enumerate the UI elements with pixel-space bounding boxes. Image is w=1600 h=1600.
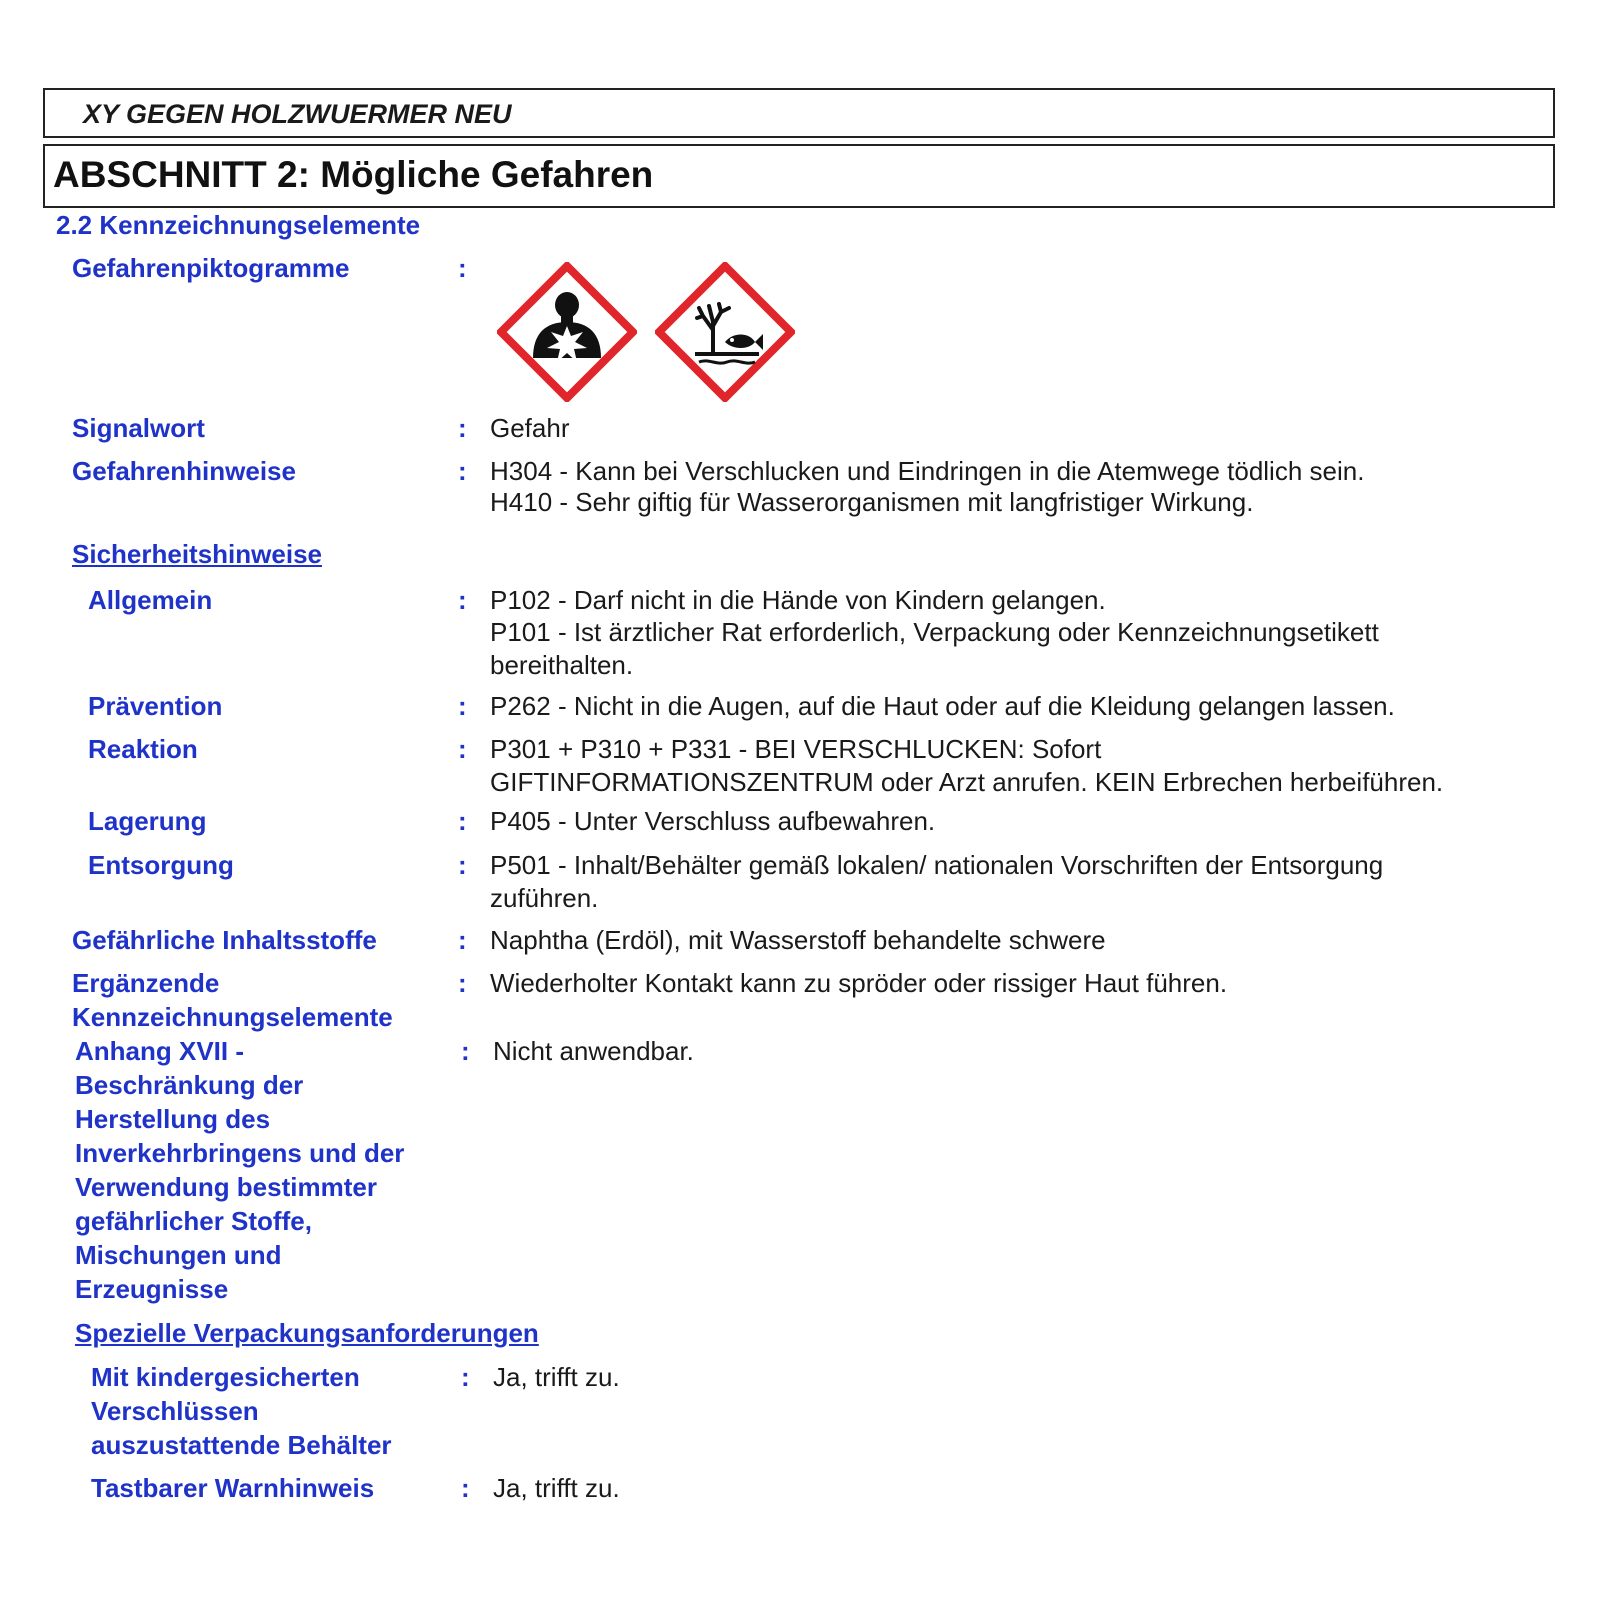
general-label: Allgemein: [88, 585, 213, 615]
prevention-line: P262 - Nicht in die Augen, auf die Haut oder auf die Kleidung gelangen lassen.: [490, 691, 1395, 721]
response-line: P301 + P310 + P331 - BEI VERSCHLUCKEN: Sofort: [490, 734, 1102, 764]
colon: :: [461, 1036, 470, 1066]
child-resistant-label: Mit kindergesicherten: [91, 1362, 360, 1392]
hazardous-ingredients-value: Naphtha (Erdöl), mit Wasserstoff behandelte schwere: [490, 925, 1106, 955]
response-label: Reaktion: [88, 734, 198, 764]
annex-label: Anhang XVII -: [75, 1036, 244, 1066]
annex-label: gefährlicher Stoffe,: [75, 1206, 312, 1236]
signal-word-label: Signalwort: [72, 413, 205, 443]
colon: :: [458, 691, 467, 721]
child-resistant-value: Ja, trifft zu.: [493, 1362, 620, 1392]
annex-label: Inverkehrbringens und der: [75, 1138, 405, 1168]
hazard-statement-h304: H304 - Kann bei Verschlucken und Eindringen in die Atemwege tödlich sein.: [490, 456, 1365, 486]
annex-value: Nicht anwendbar.: [493, 1036, 694, 1066]
annex-label: Verwendung bestimmter: [75, 1172, 377, 1202]
general-line: P101 - Ist ärztlicher Rat erforderlich, Verpackung oder Kennzeichnungsetikett: [490, 617, 1379, 647]
supplemental-label: Kennzeichnungselemente: [72, 1002, 393, 1032]
colon: :: [458, 734, 467, 764]
storage-label: Lagerung: [88, 806, 207, 836]
general-line: bereithalten.: [490, 650, 634, 680]
colon: :: [458, 585, 467, 615]
colon: :: [458, 925, 467, 955]
disposal-label: Entsorgung: [88, 850, 234, 880]
precautionary-heading: Sicherheitshinweise: [72, 539, 322, 569]
child-resistant-label: auszustattende Behälter: [91, 1430, 392, 1460]
response-line: GIFTINFORMATIONSZENTRUM oder Arzt anrufen. KEIN Erbrechen herbeiführen.: [490, 767, 1444, 797]
colon: :: [458, 806, 467, 836]
child-resistant-label: Verschlüssen: [91, 1396, 259, 1426]
hazard-statements-label: Gefahrenhinweise: [72, 456, 296, 486]
colon: :: [461, 1473, 470, 1503]
supplemental-value: Wiederholter Kontakt kann zu spröder oder rissiger Haut führen.: [490, 968, 1228, 998]
health-hazard-icon: [497, 262, 637, 402]
supplemental-label: Ergänzende: [72, 968, 220, 998]
hazard-statement-h410: H410 - Sehr giftig für Wasserorganismen mit langfristiger Wirkung.: [490, 487, 1254, 517]
disposal-line: zuführen.: [490, 883, 599, 913]
colon: :: [458, 456, 467, 486]
subsection-title: 2.2 Kennzeichnungselemente: [56, 210, 421, 240]
hazardous-ingredients-label: Gefährliche Inhaltsstoffe: [72, 925, 377, 955]
section-header: [43, 144, 1555, 208]
product-name: XY GEGEN HOLZWUERMER NEU: [83, 99, 512, 129]
environment-hazard-icon: [655, 262, 795, 402]
signal-word-value: Gefahr: [490, 413, 570, 443]
packaging-heading: Spezielle Verpackungsanforderungen: [75, 1318, 539, 1348]
colon: :: [458, 850, 467, 880]
storage-line: P405 - Unter Verschluss aufbewahren.: [490, 806, 936, 836]
annex-label: Beschränkung der: [75, 1070, 304, 1100]
pictograms-label: Gefahrenpiktogramme: [72, 253, 350, 283]
section-title: ABSCHNITT 2: Mögliche Gefahren: [53, 154, 654, 195]
annex-label: Mischungen und: [75, 1240, 282, 1270]
annex-label: Erzeugnisse: [75, 1274, 229, 1304]
tactile-warning-value: Ja, trifft zu.: [493, 1473, 620, 1503]
colon: :: [461, 1362, 470, 1392]
disposal-line: P501 - Inhalt/Behälter gemäß lokalen/ nationalen Vorschriften der Entsorgung: [490, 850, 1384, 880]
product-header: [43, 88, 1555, 138]
colon: :: [458, 413, 467, 443]
colon: :: [458, 253, 467, 283]
colon: :: [458, 968, 467, 998]
tactile-warning-label: Tastbarer Warnhinweis: [91, 1473, 375, 1503]
prevention-label: Prävention: [88, 691, 223, 721]
annex-label: Herstellung des: [75, 1104, 271, 1134]
general-line: P102 - Darf nicht in die Hände von Kindern gelangen.: [490, 585, 1106, 615]
